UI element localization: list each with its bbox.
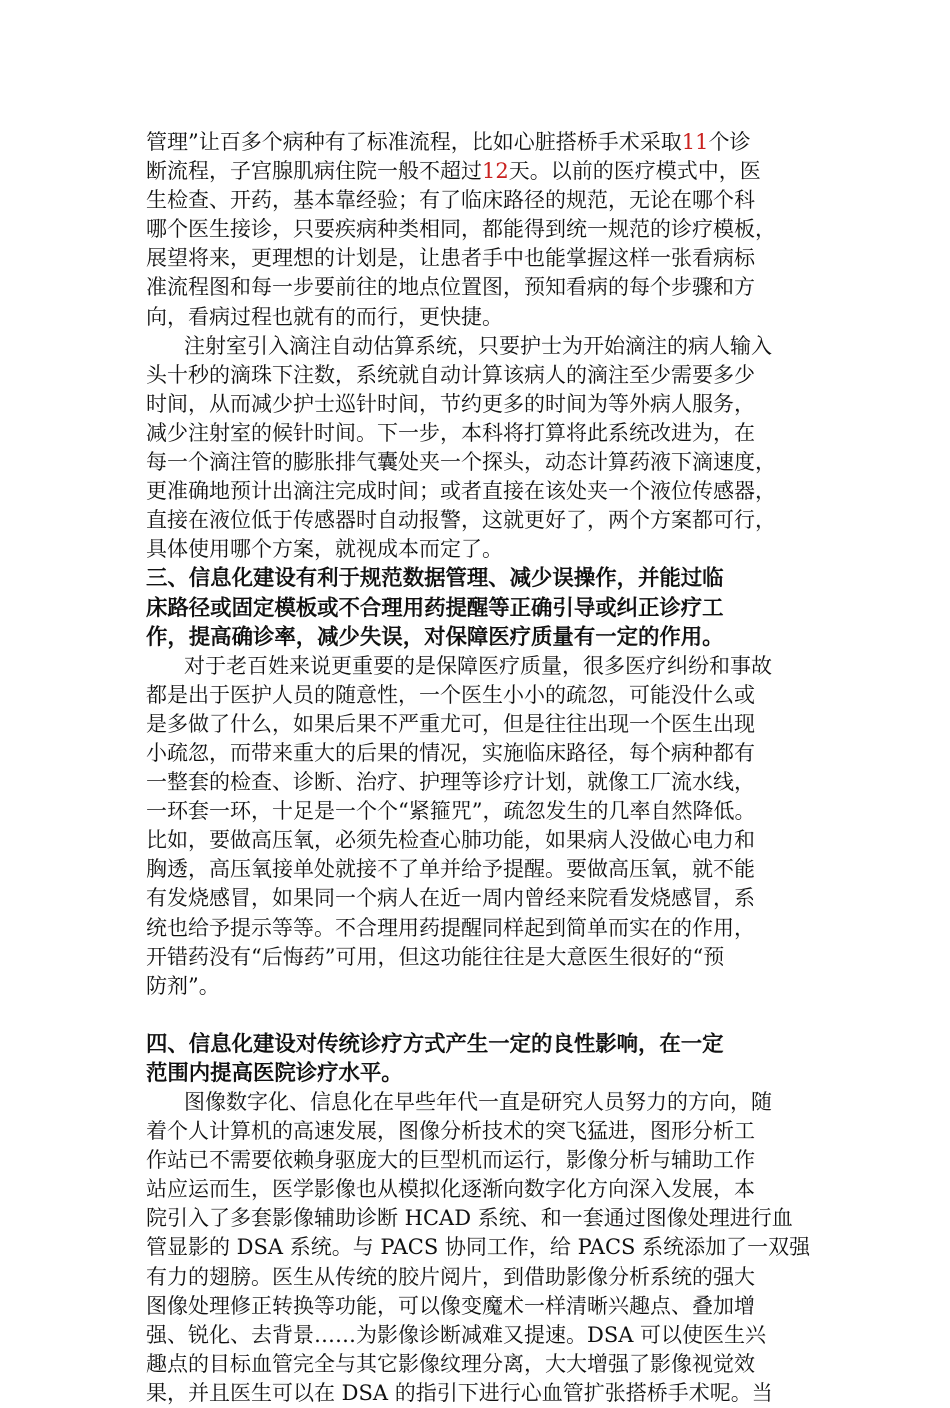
text-line: 有力的翅膀。医生从传统的胶片阅片，到借助影像分析系统的强大: [146, 1264, 755, 1289]
text-line: 强、锐化、去背景……为影像诊断减难又提速。DSA 可以使医生兴: [146, 1322, 767, 1347]
text-segment: 管理”让百多个病种有了标准流程，比如心脏搭桥手术采取: [146, 130, 682, 154]
text-line: 统也给予提示等等。不合理用药提醒同样起到简单而实在的作用，: [146, 915, 755, 940]
text-line: 作，提高确诊率，减少失误，对保障医疗质量有一定的作用。: [146, 624, 724, 650]
text-line: 防剂”。: [146, 973, 220, 998]
text-line: 小疏忽，而带来重大的后果的情况，实施临床路径，每个病种都有: [146, 740, 755, 765]
text-segment: 准流程图和每一步要前往的地点位置图，预知看病的每个步骤和方: [146, 275, 755, 300]
text-line: 趣点的目标血管完全与其它影像纹理分离，大大增强了影像视觉效: [146, 1351, 755, 1376]
highlighted-number: 11: [681, 130, 709, 154]
text-segment: 断流程，子宫腺肌病住院一般不超过: [146, 159, 482, 184]
document-body: [146, 128, 822, 1408]
text-line: [146, 273, 822, 302]
text-line: 每一个滴注管的膨胀排气囊处夹一个探头，动态计算药液下滴速度，: [146, 450, 776, 475]
blank-line: [146, 1001, 822, 1030]
section-heading-4: [146, 1030, 822, 1088]
text-line: 床路径或固定模板或不合理用药提醒等正确引导或纠正诊疗工: [146, 595, 724, 621]
text-line: 管显影的 DSA 系统。与 PACS 协同工作，给 PACS 系统添加了一双强: [146, 1235, 811, 1260]
text-line: 站应运而生，医学影像也从模拟化逐渐向数字化方向深入发展，本: [146, 1177, 755, 1202]
paragraph-medical-quality: [146, 652, 822, 1001]
section-heading-3: [146, 564, 822, 651]
text-line: 都是出于医护人员的随意性，一个医生小小的疏忽，可能没什么或: [146, 682, 755, 707]
paragraph-image-digitization: [146, 1088, 822, 1408]
text-line: 时间，从而减少护士巡针时间，节约更多的时间为等外病人服务，: [146, 391, 755, 416]
text-line: [146, 128, 822, 157]
text-line: [146, 303, 822, 332]
text-line: [146, 215, 822, 244]
highlighted-number: 12: [482, 159, 509, 184]
text-line: 开错药没有“后悔药”可用，但这功能往往是大意医生很好的“预: [146, 944, 725, 969]
text-line: 对于老百姓来说更重要的是保障医疗质量，很多医疗纠纷和事故: [184, 653, 772, 678]
text-line: 头十秒的滴珠下注数，系统就自动计算该病人的滴注至少需要多少: [146, 362, 755, 387]
text-segment: 个诊: [708, 130, 751, 154]
text-line: 直接在液位低于传感器时自动报警，这就更好了，两个方案都可行，: [146, 508, 776, 533]
text-line: 三、信息化建设有利于规范数据管理、减少误操作，并能过临: [146, 566, 724, 592]
text-line: 注射室引入滴注自动估算系统，只要护士为开始滴注的病人输入: [184, 333, 772, 358]
text-line: 具体使用哪个方案，就视成本而定了。: [146, 537, 503, 562]
text-line: 是多做了什么，如果后果不严重尤可，但是往往出现一个医生出现: [146, 711, 755, 736]
text-line: 有发烧感冒，如果同一个病人在近一周内曾经来院看发烧感冒，系: [146, 886, 755, 911]
text-line: 着个人计算机的高速发展，图像分析技术的突飞猛进，图形分析工: [146, 1119, 755, 1144]
text-line: [146, 186, 822, 215]
text-line: 比如，要做高压氧，必须先检查心肺功能，如果病人没做心电力和: [146, 828, 755, 853]
paragraph-infusion-system: [146, 332, 822, 565]
text-line: 胸透，高压氧接单处就接不了单并给予提醒。要做高压氧，就不能: [146, 857, 755, 882]
text-line: 图像处理修正转换等功能，可以像变魔术一样清晰兴趣点、叠加增: [146, 1293, 755, 1318]
text-segment: 生检查、开药，基本靠经验；有了临床路径的规范，无论在哪个科: [146, 188, 755, 213]
text-segment: 展望将来，更理想的计划是，让患者手中也能掌握这样一张看病标: [146, 246, 755, 271]
text-line: 作站已不需要依赖身驱庞大的巨型机而运行，影像分析与辅助工作: [146, 1148, 755, 1173]
text-line: 范围内提高医院诊疗水平。: [146, 1060, 403, 1086]
text-line: [146, 157, 822, 186]
text-line: [146, 244, 822, 273]
text-line: 图像数字化、信息化在早些年代一直是研究人员努力的方向，随: [184, 1090, 772, 1114]
text-line: 一环套一环，十足是一个个“紧箍咒”，疏忽发生的几率自然降低。: [146, 799, 756, 824]
text-line: 果，并且医生可以在 DSA 的指引下进行心血管扩张搭桥手术呢。当: [146, 1380, 773, 1405]
text-line: 四、信息化建设对传统诊疗方式产生一定的良性影响，在一定: [146, 1031, 724, 1057]
text-line: 院引入了多套影像辅助诊断 HCAD 系统、和一套通过图像处理进行血: [146, 1206, 793, 1231]
text-line: 一整套的检查、诊断、治疗、护理等诊疗计划，就像工厂流水线，: [146, 770, 755, 795]
text-line: 更准确地预计出滴注完成时间；或者直接在该处夹一个液位传感器，: [146, 479, 776, 504]
text-line: 减少注射室的候针时间。下一步，本科将打算将此系统改进为，在: [146, 420, 755, 445]
text-segment: 天。以前的医疗模式中，医: [508, 159, 761, 184]
text-segment: 向，看病过程也就有的而行，更快捷。: [146, 304, 503, 329]
paragraph-clinical-pathway: [146, 128, 822, 332]
text-segment: 哪个医生接诊，只要疾病种类相同，都能得到统一规范的诊疗模板，: [146, 217, 776, 242]
